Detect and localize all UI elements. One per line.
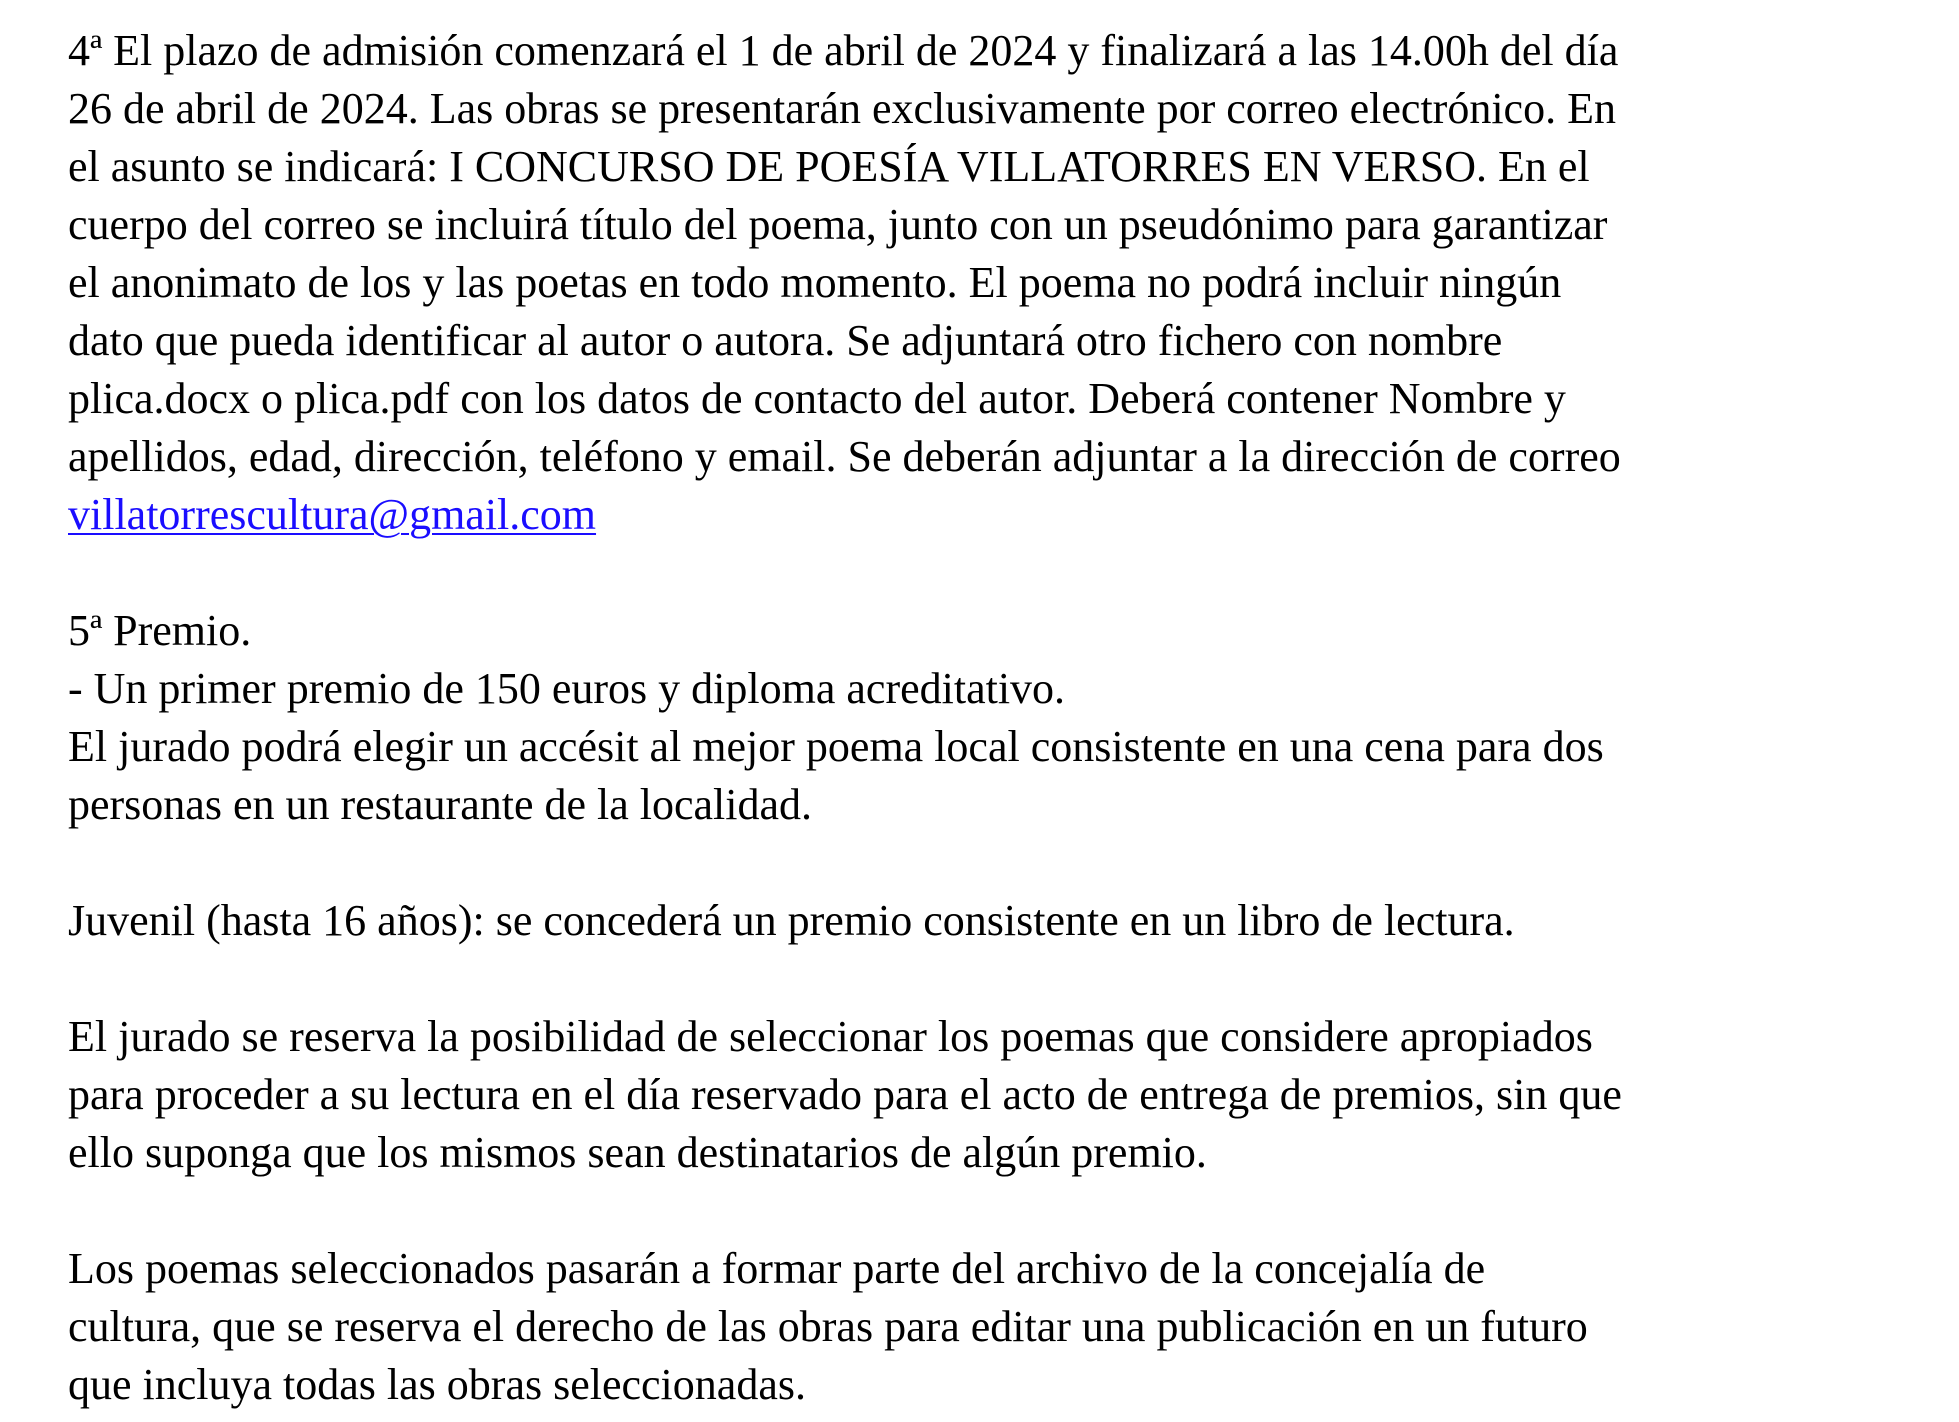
text-line: cultura, que se reserva el derecho de las obras para editar una publicación en un futuro: [68, 1302, 1588, 1351]
text-line: personas en un restaurante de la localidad.: [68, 780, 813, 829]
text-line: el anonimato de los y las poetas en todo momento. El poema no podrá incluir ningún: [68, 258, 1562, 307]
paragraph-spacer: [68, 834, 1948, 892]
text-line: cuerpo del correo se incluirá título del poema, junto con un pseudónimo para garantizar: [68, 200, 1608, 249]
paragraph-archivo: [68, 1240, 1948, 1414]
email-link[interactable]: villatorrescultura@gmail.com: [68, 490, 597, 539]
document-page: [68, 22, 1948, 1414]
paragraph-juvenil: [68, 892, 1948, 950]
text-line: Los poemas seleccionados pasarán a formar parte del archivo de la concejalía de: [68, 1244, 1486, 1293]
paragraph-reserva-jurado: [68, 1008, 1948, 1182]
premio-heading: 5ª Premio.: [68, 606, 252, 655]
paragraph-spacer: [68, 544, 1948, 602]
text-line: El jurado se reserva la posibilidad de seleccionar los poemas que considere apropiados: [68, 1012, 1593, 1061]
text-line: ello suponga que los mismos sean destinatarios de algún premio.: [68, 1128, 1207, 1177]
text-line: 4ª El plazo de admisión comenzará el 1 de abril de 2024 y finalizará a las 14.00h del día: [68, 26, 1619, 75]
text-line: para proceder a su lectura en el día reservado para el acto de entrega de premios, sin que: [68, 1070, 1622, 1119]
text-line: - Un primer premio de 150 euros y diploma acreditativo.: [68, 664, 1066, 713]
text-line: 26 de abril de 2024. Las obras se presentarán exclusivamente por correo electrónico. En: [68, 84, 1616, 133]
text-line: plica.docx o plica.pdf con los datos de contacto del autor. Deberá contener Nombre y: [68, 374, 1566, 423]
text-line: que incluya todas las obras seleccionadas.: [68, 1360, 806, 1409]
paragraph-plazo-admision: [68, 22, 1948, 544]
paragraph-spacer: [68, 1182, 1948, 1240]
text-line: Juvenil (hasta 16 años): se concederá un premio consistente en un libro de lectura.: [68, 896, 1515, 945]
text-line: dato que pueda identificar al autor o autora. Se adjuntará otro fichero con nombre: [68, 316, 1503, 365]
text-line: el asunto se indicará: I CONCURSO DE POESÍA VILLATORRES EN VERSO. En el: [68, 142, 1590, 191]
text-line: El jurado podrá elegir un accésit al mejor poema local consistente en una cena para dos: [68, 722, 1604, 771]
paragraph-spacer: [68, 950, 1948, 1008]
email-line: [68, 486, 1948, 544]
text-line: apellidos, edad, dirección, teléfono y email. Se deberán adjuntar a la dirección de correo: [68, 432, 1621, 481]
paragraph-premio: [68, 602, 1948, 834]
